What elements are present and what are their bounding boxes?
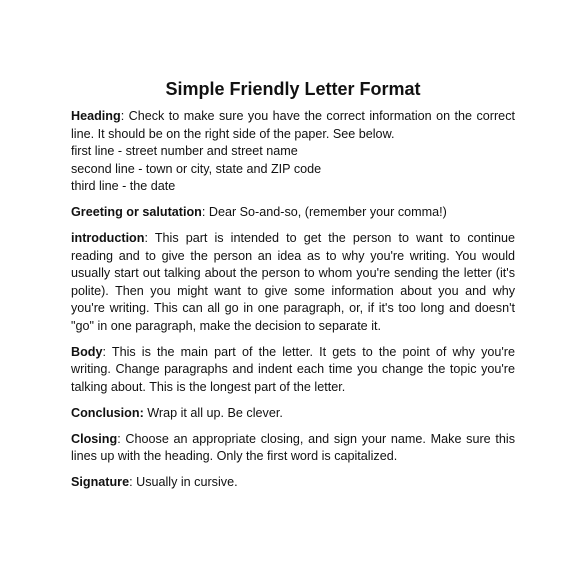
section-greeting [71, 204, 515, 222]
section-term: Conclusion: [71, 405, 144, 420]
section-signature [71, 474, 515, 492]
section-body [71, 344, 515, 397]
heading-line-3: third line - the date [71, 179, 176, 193]
section-text: This is the main part of the letter. It gets to the point of why you're writing. Change paragraphs and indent each time you change the topic you're talking about. This is the longest part of the letter. [71, 344, 515, 394]
section-term: introduction [71, 231, 145, 245]
section-separator: : [201, 205, 206, 219]
heading-line-1: first line - street number and street name [71, 144, 298, 158]
section-separator: : [144, 231, 148, 245]
section-text: This part is intended to get the person to want to continue reading and to give the person an idea as to why you're writing. You would usually start out talking about the person to whom you're sending the letter (it's polite). Then you might want to give some information about you and why you're writing. This can all go in one paragraph, or, if it's too long and doesn't "go" in one paragraph, make the decision to separate it. [71, 231, 515, 333]
section-conclusion [71, 405, 515, 423]
section-term: Closing [71, 431, 118, 446]
section-term: Heading [71, 109, 121, 123]
heading-line-2: second line - town or city, state and ZIP code [71, 161, 322, 176]
section-separator: : [102, 344, 106, 359]
section-closing [71, 431, 515, 466]
document-title: Simple Friendly Letter Format [165, 79, 421, 99]
section-text: Check to make sure you have the correct information on the correct line. It should be on the right side of the paper. See below. [71, 109, 515, 141]
section-term: Body [71, 344, 103, 359]
section-text: Choose an appropriate closing, and sign your name. Make sure this lines up with the heading. Only the first word is capitalized. [71, 431, 515, 463]
section-introduction [71, 230, 515, 335]
section-text: Usually in cursive. [132, 475, 238, 489]
section-text: Wrap it all up. Be clever. [143, 405, 283, 420]
section-heading [71, 108, 515, 196]
section-text: Dear So-and-so, (remember your comma!) [205, 205, 447, 219]
section-term: Signature [71, 475, 130, 489]
section-term: Greeting or salutation [71, 205, 202, 219]
section-separator: : [129, 475, 133, 489]
section-separator: : [120, 109, 125, 123]
section-separator: : [117, 431, 121, 446]
